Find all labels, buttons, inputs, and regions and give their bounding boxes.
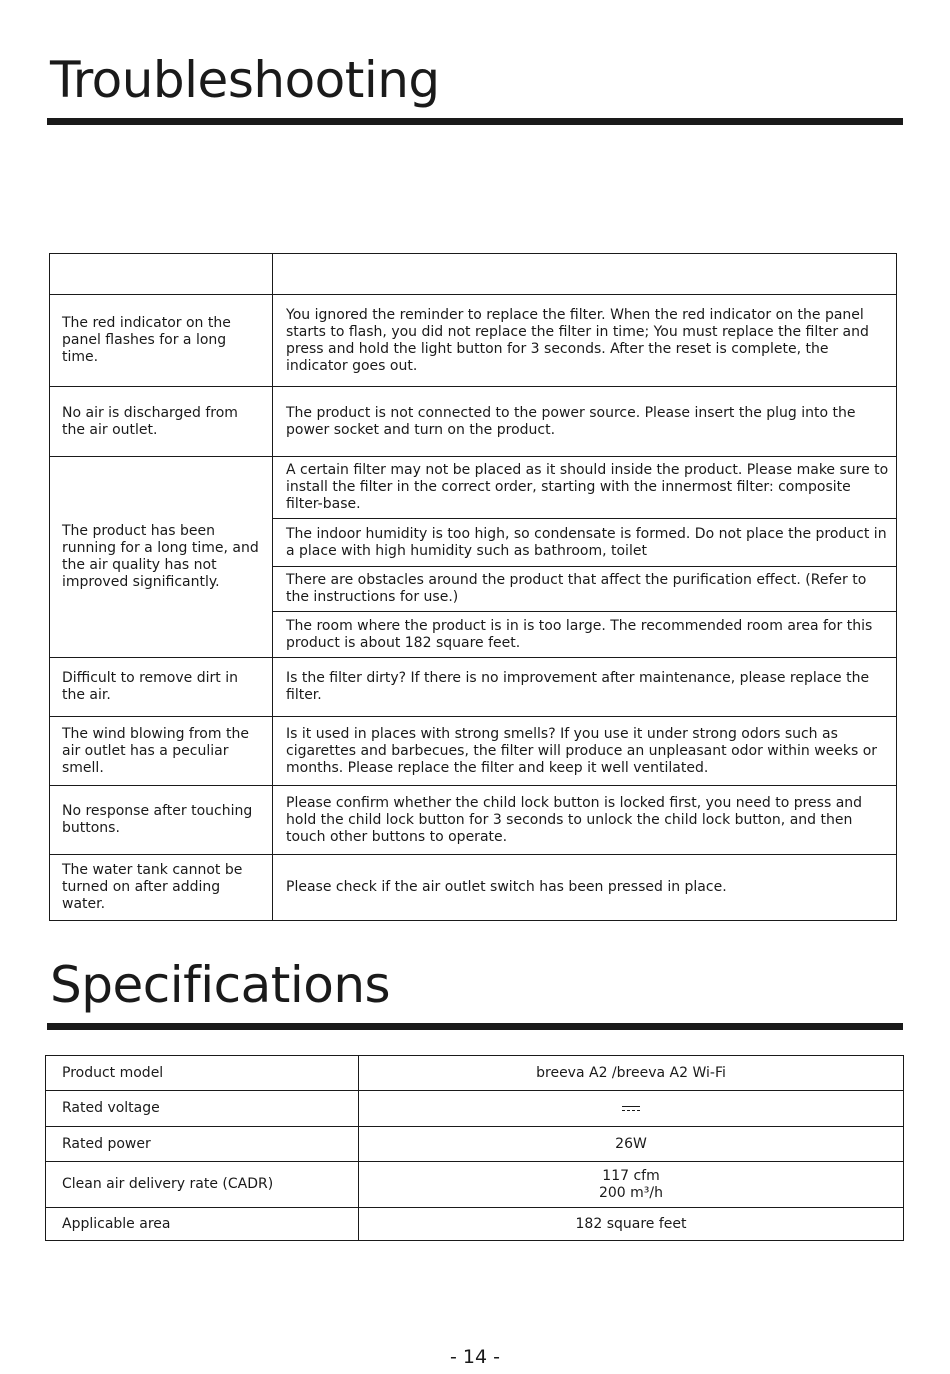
table-row bbox=[50, 717, 897, 786]
spec-row bbox=[46, 1127, 904, 1162]
spec-label: Rated voltage bbox=[46, 1091, 359, 1127]
spec-row bbox=[46, 1162, 904, 1208]
spec-value-line: 200 m³/h bbox=[598, 1184, 663, 1201]
header-solution-cell bbox=[273, 254, 897, 295]
spec-row bbox=[46, 1091, 904, 1127]
solution-cell: Please check if the air outlet switch has been pressed in place. bbox=[273, 855, 897, 921]
solution-cell: You ignored the reminder to replace the filter. When the red indicator on the panel starts to flash, you did not replace the filter in time; You must replace the filter and press and hold the light button for 3 seconds. After the reset is complete, the indicator goes out. bbox=[273, 295, 897, 387]
title-underline bbox=[47, 118, 903, 125]
spec-value bbox=[359, 1091, 904, 1127]
solution-cell: The product is not connected to the power source. Please insert the plug into the power socket and turn on the product. bbox=[273, 387, 897, 457]
table-row bbox=[50, 786, 897, 855]
spec-value-line: 117 cfm bbox=[602, 1167, 660, 1184]
solution-cell: The room where the product is in is too large. The recommended room area for this product is about 182 square feet. bbox=[273, 612, 897, 658]
header-problem-cell bbox=[50, 254, 273, 295]
troubleshooting-title: Troubleshooting bbox=[50, 51, 440, 109]
solution-cell: The indoor humidity is too high, so condensate is formed. Do not place the product in a place with high humidity such as bathroom, toilet bbox=[273, 519, 897, 567]
solution-cell: A certain filter may not be placed as it should inside the product. Please make sure to install the filter in the correct order, starting with the innermost filter: composite filter-base. bbox=[273, 457, 897, 519]
problem-cell: Difficult to remove dirt in the air. bbox=[50, 658, 273, 717]
solution-cell: There are obstacles around the product that affect the purification effect. (Refer to the instructions for use.) bbox=[273, 567, 897, 612]
solution-cell: Please confirm whether the child lock button is locked first, you need to press and hold the child lock button for 3 seconds to unlock the child lock button, and then touch other buttons to operate. bbox=[273, 786, 897, 855]
spec-value bbox=[359, 1162, 904, 1208]
problem-cell: No air is discharged from the air outlet. bbox=[50, 387, 273, 457]
spec-label: Product model bbox=[46, 1056, 359, 1091]
spec-row bbox=[46, 1208, 904, 1241]
problem-cell: The red indicator on the panel flashes for a long time. bbox=[50, 295, 273, 387]
table-row bbox=[50, 855, 897, 921]
table-row bbox=[50, 658, 897, 717]
problem-cell: The product has been running for a long time, and the air quality has not improved significantly. bbox=[50, 457, 273, 658]
spec-value: breeva A2 /breeva A2 Wi-Fi bbox=[359, 1056, 904, 1091]
solution-cell: Is the filter dirty? If there is no improvement after maintenance, please replace the filter. bbox=[273, 658, 897, 717]
spec-label: Clean air delivery rate (CADR) bbox=[46, 1162, 359, 1208]
table-row bbox=[50, 457, 897, 519]
table-header-row bbox=[50, 254, 897, 295]
table-row bbox=[50, 387, 897, 457]
problem-cell: The water tank cannot be turned on after adding water. bbox=[50, 855, 273, 921]
page-number: - 14 - bbox=[450, 1346, 500, 1368]
problem-cell: The wind blowing from the air outlet has a peculiar smell. bbox=[50, 717, 273, 786]
spec-value: 26W bbox=[359, 1127, 904, 1162]
problem-cell: No response after touching buttons. bbox=[50, 786, 273, 855]
specifications-table bbox=[45, 1055, 904, 1241]
spec-label: Rated power bbox=[46, 1127, 359, 1162]
dc-symbol-icon bbox=[622, 1105, 640, 1113]
spec-label: Applicable area bbox=[46, 1208, 359, 1241]
specifications-title: Specifications bbox=[50, 956, 391, 1014]
table-row bbox=[50, 295, 897, 387]
troubleshooting-table bbox=[49, 253, 897, 921]
spec-value: 182 square feet bbox=[359, 1208, 904, 1241]
spec-row bbox=[46, 1056, 904, 1091]
solution-cell: Is it used in places with strong smells? If you use it under strong odors such as cigarettes and barbecues, the filter will produce an unpleasant odor within weeks or months. Please replace the filter and keep it well ventilated. bbox=[273, 717, 897, 786]
title-underline bbox=[47, 1023, 903, 1030]
